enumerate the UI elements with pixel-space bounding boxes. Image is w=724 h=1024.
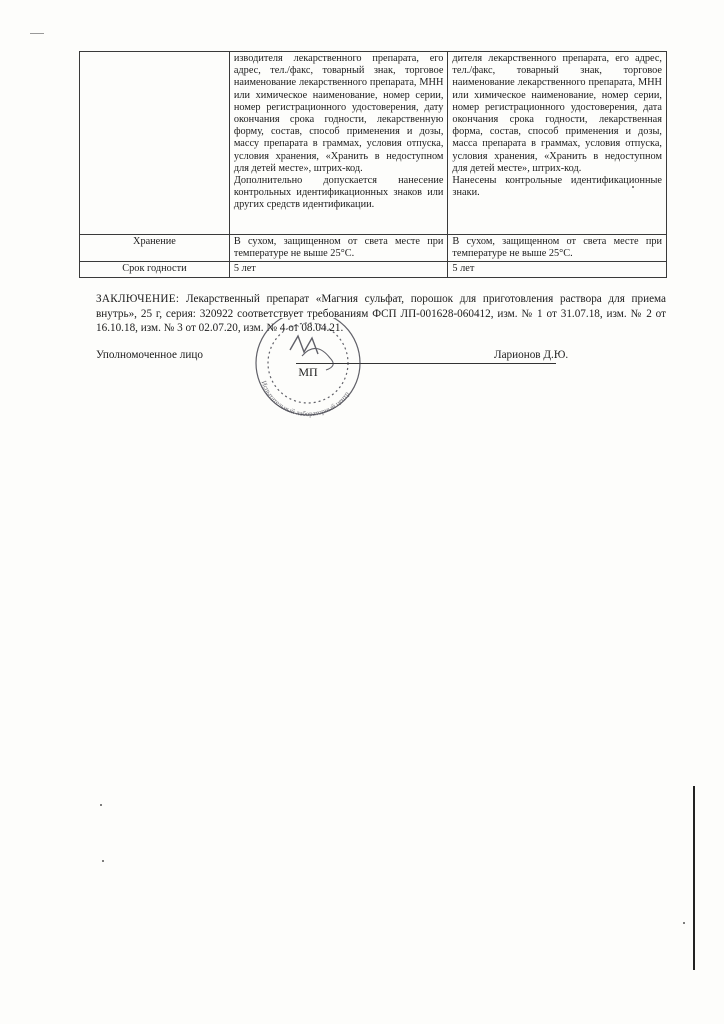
result-text: дителя лекарственного препарата, его адрес, тел./факс, товарный знак, торговое наименование лекарственного препарата, МНН или химическое наименование, номер серии, номер регистрационного удостоверения, дата окончания срока годности, лекарственная форма, состав, способ применения и дозы, масса препарата в граммах, условия отпуска, условия хранения, «Хранить в недоступном для детей месте», штрих-код. [452,53,662,174]
table-row [80,235,667,262]
requirement-cell [229,235,448,262]
scan-artifact-edge [693,786,695,970]
table-row [80,262,667,277]
scan-artifact-dot [683,922,685,924]
stamp-ring-text: Испытательный лабораторный центр [259,379,351,418]
stamp-signature-mark [290,336,318,354]
row-label: Хранение [80,235,230,262]
official-stamp [238,318,378,418]
requirement-text: Дополнительно допускается нанесение контрольных идентификационных знаков или других средств идентификации. [233,175,444,211]
row-label: Срок годности [80,262,230,277]
result-text: Нанесены контрольные идентификационные знаки. [452,175,662,199]
scan-artifact-line [30,33,44,34]
result-cell [448,235,667,262]
requirement-cell [229,262,448,277]
conclusion-text: Лекарственный препарат «Магния сульфат, порошок для приготовления раствора для приема внутрь», 25 г, серия: 320922 соответствует требованиям ФСП ЛП-001628-060412, изм. № 1 от 31.07.18, изм. № 2 от 16.10.18, изм. № 3 от 02.07.20, изм. № 4 от 08.04.21. [96,293,666,335]
result-cell [448,52,667,235]
requirement-text: изводителя лекарственного препарата, его адрес, тел./факс, товарный знак, торговое наименование лекарственного препарата, МНН или химическое наименование, номер серии, номер регистрационного удостоверения, дату окончания срока годности, лекарственную форму, состав, способ применения и дозы, массу препарата в граммах, условия отпуска, условия хранения, «Хранить в недоступном для детей месте», штрих-код. [233,53,444,174]
scan-artifact-dot [102,860,104,862]
requirement-cell [229,52,448,235]
requirement-text: В сухом, защищенном от света месте при температуре не выше 25°С. [233,236,444,260]
conclusion-paragraph [96,292,666,336]
result-text: 5 лет [452,263,475,275]
specification-table [79,51,667,278]
scan-artifact-dot [100,804,102,806]
result-text: В сухом, защищенном от света месте при температуре не выше 25°С. [452,236,662,260]
signatory-name: Ларионов Д.Ю. [494,349,569,361]
stamp-center-text: МП [298,365,318,379]
row-label [80,52,230,235]
requirement-text: 5 лет [233,263,256,275]
table-row [80,52,667,235]
signatory-role: Уполномоченное лицо [96,349,203,361]
result-cell [448,262,667,277]
conclusion-label: ЗАКЛЮЧЕНИЕ: [96,293,180,305]
stamp-inner-ring [268,323,348,403]
